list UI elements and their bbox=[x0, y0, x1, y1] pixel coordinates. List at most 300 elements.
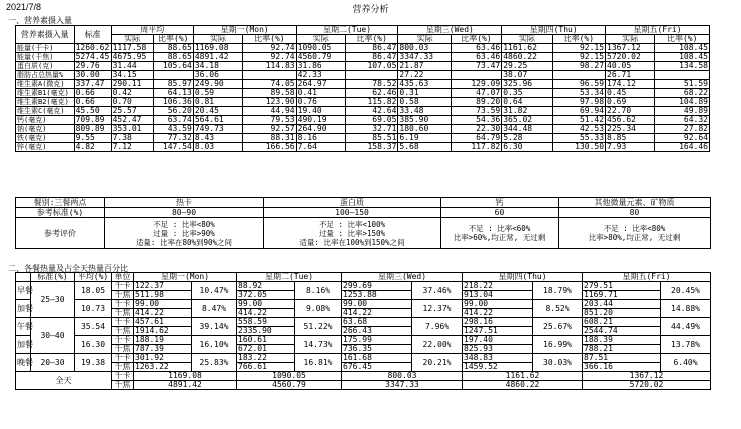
meal-percent: 8.16% bbox=[295, 282, 342, 300]
meal-name: 午餐 bbox=[16, 318, 31, 336]
meal-percent: 22.00% bbox=[412, 336, 463, 354]
meal-energy-table bbox=[15, 272, 711, 390]
actual-value: 1169.08 bbox=[193, 44, 242, 53]
day-header: 星期二(Tue) bbox=[237, 273, 342, 282]
nutrient-name: 脂肪占总热量% bbox=[16, 71, 75, 80]
kj-value: 414.22 bbox=[134, 309, 192, 318]
actual-value: 26.71 bbox=[606, 71, 655, 80]
report-header bbox=[0, 0, 741, 14]
nutrient-name: 钠(毫克) bbox=[16, 125, 75, 134]
meal-percent: 18.79% bbox=[533, 282, 583, 300]
nutrient-name: 锌(毫克) bbox=[16, 143, 75, 152]
actual-value: 21.87 bbox=[398, 62, 451, 71]
nutrient-standard: 45.50 bbox=[74, 107, 111, 116]
meal-percent: 8.47% bbox=[192, 300, 237, 318]
ratio-value: 64.13 bbox=[153, 89, 193, 98]
kcal-value: 188.39 bbox=[583, 336, 661, 345]
ratio-value: 89.20 bbox=[451, 98, 501, 107]
day-header: 星期五(Fri) bbox=[583, 273, 711, 282]
kj-value: 414.22 bbox=[463, 309, 533, 318]
kj-value: 913.04 bbox=[463, 291, 533, 300]
kj-value: 372.05 bbox=[237, 291, 295, 300]
kj-value: 366.16 bbox=[583, 363, 661, 372]
period-header: 星期二(Tue) bbox=[296, 26, 398, 35]
meal-name: 早餐 bbox=[16, 282, 31, 300]
nutrient-name: 钙(毫克) bbox=[16, 116, 75, 125]
actual-subheader: 实际 bbox=[296, 35, 345, 44]
ratio-value: 68.22 bbox=[655, 89, 710, 98]
kcal-value: 218.22 bbox=[463, 282, 533, 291]
ratio-value: 47.07 bbox=[451, 89, 501, 98]
unit-kj: 千焦 bbox=[112, 345, 134, 354]
period-header: 星期一(Mon) bbox=[193, 26, 296, 35]
meal-percent: 44.49% bbox=[661, 318, 711, 336]
kcal-value: 457.61 bbox=[134, 318, 192, 327]
unit-kj: 千焦 bbox=[112, 381, 134, 390]
kcal-value: 299.69 bbox=[342, 282, 412, 291]
actual-value: 5720.02 bbox=[606, 53, 655, 62]
section2-title: 二、各餐热量及占全天热量百分比 bbox=[8, 264, 128, 273]
eval-calcium-low: 不足 : 比率<60% bbox=[468, 224, 531, 233]
ratio-value: 56.20 bbox=[153, 107, 193, 116]
actual-value: 4675.95 bbox=[111, 53, 153, 62]
meal-name: 加餐 bbox=[16, 336, 31, 354]
nutrient-intake-table bbox=[15, 25, 710, 152]
ref-head-other: 其他微量元素、矿物质 bbox=[559, 198, 711, 208]
kj-value: 414.22 bbox=[342, 309, 412, 318]
actual-value: 0.69 bbox=[606, 98, 655, 107]
ref-std-calcium: 60 bbox=[441, 208, 559, 218]
total-kj: 5720.02 bbox=[583, 381, 711, 390]
kj-value: 511.98 bbox=[134, 291, 192, 300]
avg-pct-header: 平均(%) bbox=[75, 273, 112, 282]
ratio-value: 43.59 bbox=[153, 125, 193, 134]
ratio-value: 74.05 bbox=[243, 80, 296, 89]
meal-percent: 25.83% bbox=[192, 354, 237, 372]
kcal-value: 87.51 bbox=[583, 354, 661, 363]
ratio-value: 69.94 bbox=[552, 107, 605, 116]
ratio-value: 130.50 bbox=[552, 143, 605, 152]
eval-energy-ok: 适量: 比率在80%到90%之间 bbox=[135, 237, 233, 247]
unit-kcal: 千卡 bbox=[112, 372, 134, 381]
actual-value: 180.60 bbox=[398, 125, 451, 134]
kj-value: 736.35 bbox=[342, 345, 412, 354]
actual-value: 25.57 bbox=[111, 107, 153, 116]
kcal-value: 183.22 bbox=[237, 354, 295, 363]
ref-eval-calcium bbox=[441, 218, 559, 249]
ref-eval-label: 参考评价 bbox=[16, 218, 105, 249]
total-kj: 4860.22 bbox=[463, 381, 583, 390]
actual-value: 34.15 bbox=[111, 71, 153, 80]
kj-value: 825.93 bbox=[463, 345, 533, 354]
actual-value: 1367.12 bbox=[606, 44, 655, 53]
actual-value: 325.96 bbox=[502, 80, 552, 89]
nutrient-name: 维生素C(毫克) bbox=[16, 107, 75, 116]
kcal-value: 175.99 bbox=[342, 336, 412, 345]
ratio-value: 63.74 bbox=[153, 116, 193, 125]
nutrient-name: 维生素B1(毫克) bbox=[16, 89, 75, 98]
unit-kcal: 千卡 bbox=[112, 300, 134, 309]
actual-value: 5.68 bbox=[398, 143, 451, 152]
ratio-value: 42.64 bbox=[345, 107, 397, 116]
ratio-value: 51.59 bbox=[655, 80, 710, 89]
ref-std-other: 80 bbox=[559, 208, 711, 218]
kj-value: 1253.88 bbox=[342, 291, 412, 300]
nutrient-name: 能量(千卡) bbox=[16, 44, 75, 53]
actual-value: 0.58 bbox=[398, 98, 451, 107]
actual-value: 34.18 bbox=[193, 62, 242, 71]
nutrient-standard: 1260.62 bbox=[75, 43, 110, 52]
actual-value: 264.97 bbox=[296, 80, 345, 89]
ratio-subheader: 比率(%) bbox=[552, 35, 605, 44]
kcal-value: 197.40 bbox=[463, 336, 533, 345]
ref-eval-other bbox=[559, 218, 711, 249]
period-header: 星期五(Fri) bbox=[606, 26, 710, 35]
actual-value: 0.59 bbox=[193, 89, 242, 98]
total-kj: 4891.42 bbox=[134, 381, 237, 390]
actual-value: 0.45 bbox=[606, 89, 655, 98]
ratio-value: 92.74 bbox=[243, 53, 296, 62]
nutrient-standard: 9.55 bbox=[74, 134, 111, 143]
ratio-value: 117.82 bbox=[451, 143, 501, 152]
actual-value: 490.19 bbox=[296, 116, 345, 125]
total-kcal: 800.03 bbox=[342, 372, 463, 381]
ref-eval-energy bbox=[105, 218, 264, 249]
ratio-value: 64.79 bbox=[451, 134, 501, 143]
kcal-value: 99.00 bbox=[237, 300, 295, 309]
meal-average: 18.05 bbox=[75, 282, 112, 300]
ratio-value: 53.34 bbox=[552, 89, 605, 98]
meal-percent: 16.10% bbox=[192, 336, 237, 354]
kcal-value: 99.00 bbox=[342, 300, 412, 309]
ref-head-calcium: 钙 bbox=[441, 198, 559, 208]
total-name: 全天 bbox=[16, 372, 112, 390]
ratio-value: 108.45 bbox=[655, 53, 710, 62]
actual-value: 27.22 bbox=[398, 71, 451, 80]
ratio-value: 88.65 bbox=[153, 53, 193, 62]
report-date: 2021/7/8 bbox=[6, 2, 42, 12]
ratio-value: 134.58 bbox=[655, 62, 710, 71]
meal-percent: 51.22% bbox=[295, 318, 342, 336]
actual-value: 7.38 bbox=[111, 134, 153, 143]
kcal-value: 99.00 bbox=[134, 300, 192, 309]
ratio-value: 96.59 bbox=[552, 80, 605, 89]
ratio-value: 107.05 bbox=[345, 62, 397, 71]
ratio-value: 164.46 bbox=[655, 143, 710, 152]
ratio-value: 42.53 bbox=[552, 125, 605, 134]
total-kcal: 1169.08 bbox=[134, 372, 237, 381]
ref-std-label: 参考标准(%) bbox=[16, 208, 105, 218]
kcal-value: 279.51 bbox=[583, 282, 661, 291]
meal-percent: 14.88% bbox=[661, 300, 711, 318]
actual-value: 0.35 bbox=[502, 89, 552, 98]
actual-subheader: 实际 bbox=[502, 35, 552, 44]
meal-percent: 25.67% bbox=[533, 318, 583, 336]
actual-value: 31.44 bbox=[111, 62, 153, 71]
meal-percent: 37.46% bbox=[412, 282, 463, 300]
actual-value: 0.41 bbox=[296, 89, 345, 98]
ref-std-protein: 100—150 bbox=[264, 208, 441, 218]
nutrient-name: 维生素A(微克) bbox=[16, 80, 75, 89]
ratio-subheader: 比率(%) bbox=[655, 35, 710, 44]
kcal-value: 298.16 bbox=[463, 318, 533, 327]
meal-standard: 30—40 bbox=[31, 318, 75, 354]
kcal-value: 99.00 bbox=[463, 300, 533, 309]
kcal-value: 188.19 bbox=[134, 336, 192, 345]
meal-percent: 14.73% bbox=[295, 336, 342, 354]
ratio-value: 86.47 bbox=[345, 53, 397, 62]
actual-value: 564.61 bbox=[193, 116, 242, 125]
unit-kcal: 千卡 bbox=[112, 336, 134, 345]
actual-value: 225.34 bbox=[606, 125, 655, 134]
actual-value: 749.73 bbox=[193, 125, 242, 134]
actual-value: 8.16 bbox=[296, 134, 345, 143]
actual-value: 1090.05 bbox=[296, 44, 345, 53]
ratio-value: 55.33 bbox=[552, 134, 605, 143]
unit-kj: 千焦 bbox=[112, 291, 134, 300]
meal-percent: 13.78% bbox=[661, 336, 711, 354]
kcal-value: 122.37 bbox=[134, 282, 192, 291]
nutrient-standard: 30.00 bbox=[74, 71, 111, 80]
actual-value: 31.82 bbox=[502, 107, 552, 116]
ratio-value: 92.15 bbox=[552, 53, 605, 62]
actual-value: 0.81 bbox=[193, 98, 242, 107]
actual-value: 40.05 bbox=[606, 62, 655, 71]
kj-value: 851.20 bbox=[583, 309, 661, 318]
ratio-value: 147.54 bbox=[153, 143, 193, 152]
kcal-value: 558.59 bbox=[237, 318, 295, 327]
ratio-value: 114.83 bbox=[243, 62, 296, 71]
ratio-value: 88.65 bbox=[153, 44, 193, 53]
ratio-value: 63.46 bbox=[451, 44, 501, 53]
ratio-value: 44.94 bbox=[243, 107, 296, 116]
ratio-value: 92.15 bbox=[552, 44, 605, 53]
meal-standard: 20—30 bbox=[31, 354, 75, 372]
kcal-value: 160.61 bbox=[237, 336, 295, 345]
ratio-value: 92.64 bbox=[655, 134, 710, 143]
actual-value: 38.07 bbox=[502, 71, 552, 80]
actual-value: 3347.33 bbox=[398, 53, 451, 62]
eval-other-low: 不足 : 比率<80% bbox=[603, 224, 666, 233]
nutrient-name: 铁(毫克) bbox=[16, 134, 75, 143]
actual-subheader: 实际 bbox=[398, 35, 451, 44]
ratio-value: 77.32 bbox=[153, 134, 193, 143]
meal-percent: 12.37% bbox=[412, 300, 463, 318]
actual-value: 0.42 bbox=[111, 89, 153, 98]
nutrient-name: 维生素B2(毫克) bbox=[16, 98, 75, 107]
intake-header: 营养素摄入量 bbox=[16, 26, 75, 44]
ref-head-energy: 热卡 bbox=[105, 198, 264, 208]
unit-header: 单位 bbox=[112, 273, 134, 282]
day-header: 星期三(Wed) bbox=[342, 273, 463, 282]
ref-eval-protein bbox=[264, 218, 441, 249]
actual-value: 452.47 bbox=[111, 116, 153, 125]
actual-value: 36.06 bbox=[193, 71, 242, 80]
report-title: 营养分析 bbox=[352, 4, 389, 14]
meal-percent: 30.03% bbox=[533, 354, 583, 372]
actual-value: 20.45 bbox=[193, 107, 242, 116]
meal-average: 16.30 bbox=[75, 336, 112, 354]
ref-std-energy: 80—90 bbox=[105, 208, 264, 218]
meal-percent: 9.08% bbox=[295, 300, 342, 318]
ratio-value: 104.89 bbox=[655, 98, 710, 107]
actual-value: 174.12 bbox=[606, 80, 655, 89]
ratio-value: 92.57 bbox=[243, 125, 296, 134]
ratio-value: 89.58 bbox=[243, 89, 296, 98]
actual-subheader: 实际 bbox=[606, 35, 655, 44]
nutrient-standard: 337.47 bbox=[74, 80, 111, 89]
actual-value: 8.85 bbox=[606, 134, 655, 143]
total-kcal: 1090.05 bbox=[237, 372, 342, 381]
table-row bbox=[16, 143, 710, 152]
ratio-value: 32.71 bbox=[345, 125, 397, 134]
ratio-value: 106.36 bbox=[153, 98, 193, 107]
ratio-value: 85.97 bbox=[153, 80, 193, 89]
actual-value: 800.03 bbox=[398, 44, 451, 53]
ratio-value: 105.64 bbox=[153, 62, 193, 71]
ratio-value: 86.47 bbox=[345, 44, 397, 53]
kcal-value: 608.21 bbox=[583, 318, 661, 327]
actual-value: 33.48 bbox=[398, 107, 451, 116]
ratio-value: 158.37 bbox=[345, 143, 397, 152]
meal-standard: 25—30 bbox=[31, 282, 75, 318]
kcal-value: 63.68 bbox=[342, 318, 412, 327]
nutrient-standard: 0.66 bbox=[74, 89, 111, 98]
actual-value: 19.40 bbox=[296, 107, 345, 116]
section1-title: 一、营养素摄入量 bbox=[8, 16, 72, 25]
ratio-subheader: 比率(%) bbox=[451, 35, 501, 44]
day-header: 星期四(Thu) bbox=[463, 273, 583, 282]
meal-average: 19.38 bbox=[75, 354, 112, 372]
actual-subheader: 实际 bbox=[111, 35, 153, 44]
kj-value: 1169.71 bbox=[583, 291, 661, 300]
meal-percent: 16.99% bbox=[533, 336, 583, 354]
eval-other-ok: 比率>80%,均正常, 无过剩 bbox=[588, 233, 681, 242]
ratio-subheader: 比率(%) bbox=[345, 35, 397, 44]
eval-energy-high: 过量 : 比率>90% bbox=[153, 228, 215, 238]
nutrient-standard: 0.66 bbox=[74, 98, 111, 107]
kj-value: 2335.90 bbox=[237, 327, 295, 336]
actual-value: 6.19 bbox=[398, 134, 451, 143]
meal-name: 加餐 bbox=[16, 300, 31, 318]
actual-value: 344.48 bbox=[502, 125, 552, 134]
unit-kj: 千焦 bbox=[112, 309, 134, 318]
kj-value: 672.01 bbox=[237, 345, 295, 354]
ratio-value: 54.36 bbox=[451, 116, 501, 125]
ratio-value: 123.90 bbox=[243, 98, 296, 107]
meal-percent: 20.45% bbox=[661, 282, 711, 300]
meal-average: 10.73 bbox=[75, 300, 112, 318]
meal-header-blank bbox=[16, 273, 31, 282]
std-pct-header: 标准(%) bbox=[31, 273, 75, 282]
actual-value: 7.12 bbox=[111, 143, 153, 152]
actual-value: 0.64 bbox=[502, 98, 552, 107]
eval-protein-high: 过量 : 比率>150% bbox=[318, 228, 386, 238]
period-header: 星期三(Wed) bbox=[398, 26, 502, 35]
actual-value: 0.70 bbox=[111, 98, 153, 107]
nutrient-standard: 809.89 bbox=[74, 125, 111, 134]
ratio-subheader: 比率(%) bbox=[243, 35, 296, 44]
nutrient-name: 蛋白质(克) bbox=[16, 62, 75, 71]
actual-value: 1161.62 bbox=[502, 44, 552, 53]
meal-percent: 8.52% bbox=[533, 300, 583, 318]
kcal-value: 88.92 bbox=[237, 282, 295, 291]
ratio-value: 73.47 bbox=[451, 62, 501, 71]
eval-calcium-ok: 比率>60%,均正常, 无过剩 bbox=[453, 233, 546, 242]
total-kcal: 1161.62 bbox=[463, 372, 583, 381]
reference-table bbox=[15, 197, 711, 249]
day-header: 星期一(Mon) bbox=[134, 273, 237, 282]
ratio-value: 62.46 bbox=[345, 89, 397, 98]
ratio-value: 129.09 bbox=[451, 80, 501, 89]
actual-value: 290.11 bbox=[111, 80, 153, 89]
nutrient-standard: 29.76 bbox=[74, 62, 111, 71]
ratio-value: 108.45 bbox=[655, 44, 710, 53]
actual-value: 456.62 bbox=[606, 116, 655, 125]
kcal-value: 301.92 bbox=[134, 354, 192, 363]
kj-value: 766.61 bbox=[237, 363, 295, 372]
actual-value: 5.28 bbox=[502, 134, 552, 143]
actual-value: 4891.42 bbox=[193, 53, 242, 62]
actual-value: 8.03 bbox=[193, 143, 242, 152]
nutrient-standard: 4.82 bbox=[74, 143, 111, 152]
kcal-value: 203.44 bbox=[583, 300, 661, 309]
ratio-value: 22.30 bbox=[451, 125, 501, 134]
actual-value: 8.43 bbox=[193, 134, 242, 143]
kj-value: 788.21 bbox=[583, 345, 661, 354]
eval-energy-low: 不足 : 比率<80% bbox=[153, 219, 215, 229]
actual-value: 31.86 bbox=[296, 62, 345, 71]
ratio-value: 79.53 bbox=[243, 116, 296, 125]
actual-value: 4560.79 bbox=[296, 53, 345, 62]
ratio-value: 63.46 bbox=[451, 53, 501, 62]
actual-value: 435.63 bbox=[398, 80, 451, 89]
meal-percent: 10.47% bbox=[192, 282, 237, 300]
period-header: 周平均 bbox=[111, 26, 193, 35]
ratio-subheader: 比率(%) bbox=[153, 35, 193, 44]
ratio-value: 115.82 bbox=[345, 98, 397, 107]
kj-value: 787.39 bbox=[134, 345, 192, 354]
nutrient-standard: 709.89 bbox=[74, 116, 111, 125]
ratio-value: 49.89 bbox=[655, 107, 710, 116]
actual-value: 353.01 bbox=[111, 125, 153, 134]
kj-value: 1914.62 bbox=[134, 327, 192, 336]
kj-value: 2544.74 bbox=[583, 327, 661, 336]
actual-value: 0.31 bbox=[398, 89, 451, 98]
ref-head-meal: 餐别:三餐两点 bbox=[16, 198, 105, 208]
actual-value: 4860.22 bbox=[502, 53, 552, 62]
actual-subheader: 实际 bbox=[193, 35, 242, 44]
actual-value: 6.30 bbox=[502, 143, 552, 152]
actual-value: 1117.58 bbox=[111, 44, 153, 53]
kj-value: 1459.52 bbox=[463, 363, 533, 372]
meal-percent: 20.21% bbox=[412, 354, 463, 372]
actual-value: 365.02 bbox=[502, 116, 552, 125]
eval-protein-ok: 适量: 比率在100%到150%之间 bbox=[299, 237, 405, 247]
ratio-value: 98.27 bbox=[552, 62, 605, 71]
actual-value: 22.70 bbox=[606, 107, 655, 116]
actual-value: 385.90 bbox=[398, 116, 451, 125]
meal-percent: 7.96% bbox=[412, 318, 463, 336]
total-kcal: 1367.12 bbox=[583, 372, 711, 381]
unit-kcal: 千卡 bbox=[112, 318, 134, 327]
unit-kj: 千焦 bbox=[112, 327, 134, 336]
actual-value: 42.33 bbox=[296, 71, 345, 80]
ratio-value: 51.42 bbox=[552, 116, 605, 125]
kj-value: 1263.22 bbox=[134, 363, 192, 372]
actual-value: 249.90 bbox=[193, 80, 242, 89]
kj-value: 1247.51 bbox=[463, 327, 533, 336]
